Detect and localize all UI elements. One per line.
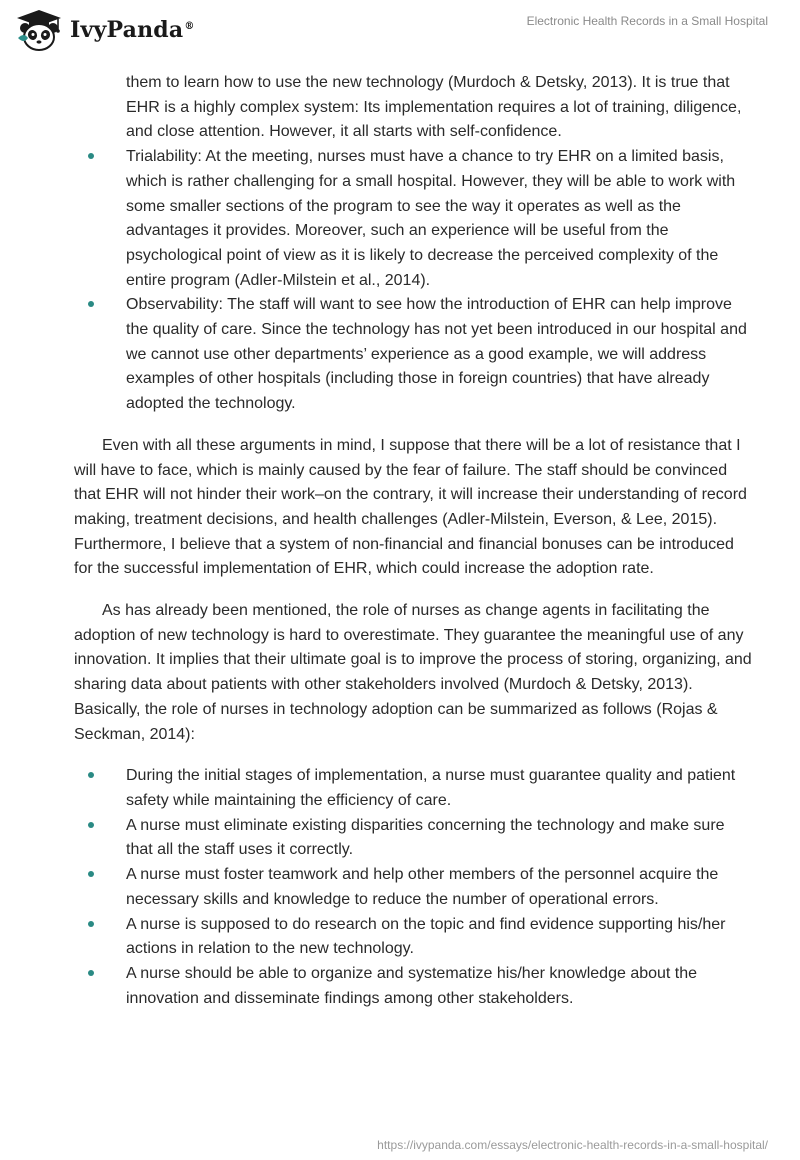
list-item — [74, 764, 754, 813]
brand-name: IvyPanda® — [70, 17, 195, 43]
panda-graduate-icon — [14, 8, 64, 52]
bullet-icon — [88, 301, 94, 307]
list-item — [74, 863, 754, 912]
list-item-text: A nurse is supposed to do research on the topic and find evidence supporting his/her actions in relation to the new technology. — [126, 915, 726, 958]
list-item-text: Trialability: At the meeting, nurses must have a chance to try EHR on a limited basis, which is rather challenging for a small hospital. However, they will be able to work with some smaller sections of the program to see the way it operates as well as the advantages it provides. Moreover, such an experience will be useful from the psychological point of view as it is likely to decrease the perceived complexity of the entire program (Adler-Milstein et al., 2014). — [126, 148, 736, 289]
source-url-link[interactable]: https://ivypanda.com/essays/electronic-health-records-in-a-small-hospital/ — [377, 1138, 768, 1152]
continued-bullet-text: them to learn how to use the new technology (Murdoch & Detsky, 2013). It is true that EHR is a highly complex system: Its implementation requires a lot of training, diligence, and close attention. However, it all starts with self-confidence. — [126, 74, 742, 141]
registered-mark: ® — [184, 20, 195, 32]
bullet-icon — [88, 772, 94, 778]
paragraph: As has already been mentioned, the role of nurses as change agents in facilitating the adoption of new technology is hard to overestimate. They guarantee the meaningful use of any innovation. It implies that their ultimate goal is to improve the process of storing, organizing, and sharing data about patients with other stakeholders involved (Murdoch & Detsky, 2013). Basically, the role of nurses in technology adoption can be summarized as follows (Rojas & Seckman, 2014): — [74, 602, 752, 743]
bullet-icon — [88, 921, 94, 927]
bullet-icon — [88, 153, 94, 159]
essay-body — [74, 71, 754, 1011]
bullet-icon — [88, 871, 94, 877]
list-item — [74, 962, 754, 1011]
document-title: Electronic Health Records in a Small Hospital — [526, 14, 768, 28]
list-item-text: A nurse must eliminate existing disparities concerning the technology and make sure that all the staff uses it correctly. — [126, 816, 725, 859]
list-item — [74, 913, 754, 962]
bullet-icon — [88, 822, 94, 828]
list-item-text: A nurse must foster teamwork and help other members of the personnel acquire the necessary skills and knowledge to reduce the number of operational errors. — [126, 866, 719, 908]
list-item-text: A nurse should be able to organize and systematize his/her knowledge about the innovation and disseminate findings among other stakeholders. — [126, 964, 698, 1007]
list-item — [74, 814, 754, 863]
ivypanda-logo[interactable] — [14, 8, 195, 52]
bullet-icon — [88, 970, 94, 976]
list-item-text: Observability: The staff will want to see how the introduction of EHR can help improve the quality of care. Since the technology has not yet been introduced in our hospital and we cannot use other departments’ experience as a good example, we will address examples of other hospitals (including those in foreign countries) that have already adopted the technology. — [126, 296, 747, 413]
list-item — [74, 145, 754, 293]
list-item — [74, 293, 754, 417]
bullet-list-top — [74, 145, 754, 417]
bullet-list-bottom — [74, 764, 754, 1011]
list-item-text: During the initial stages of implementation, a nurse must guarantee quality and patient safety while maintaining the efficiency of care. — [126, 767, 736, 809]
paragraph: Even with all these arguments in mind, I suppose that there will be a lot of resistance that I will have to face, which is mainly caused by the fear of failure. The staff should be convinced that EHR will not hinder their work–on the contrary, it will increase their understanding of record making, treatment decisions, and health challenges (Adler-Milstein, Everson, & Lee, 2015). Furthermore, I believe that a system of non-financial and financial bonuses can be introduced for the successful implementation of EHR, which could increase the adoption rate. — [74, 436, 747, 578]
page-header — [0, 0, 800, 62]
